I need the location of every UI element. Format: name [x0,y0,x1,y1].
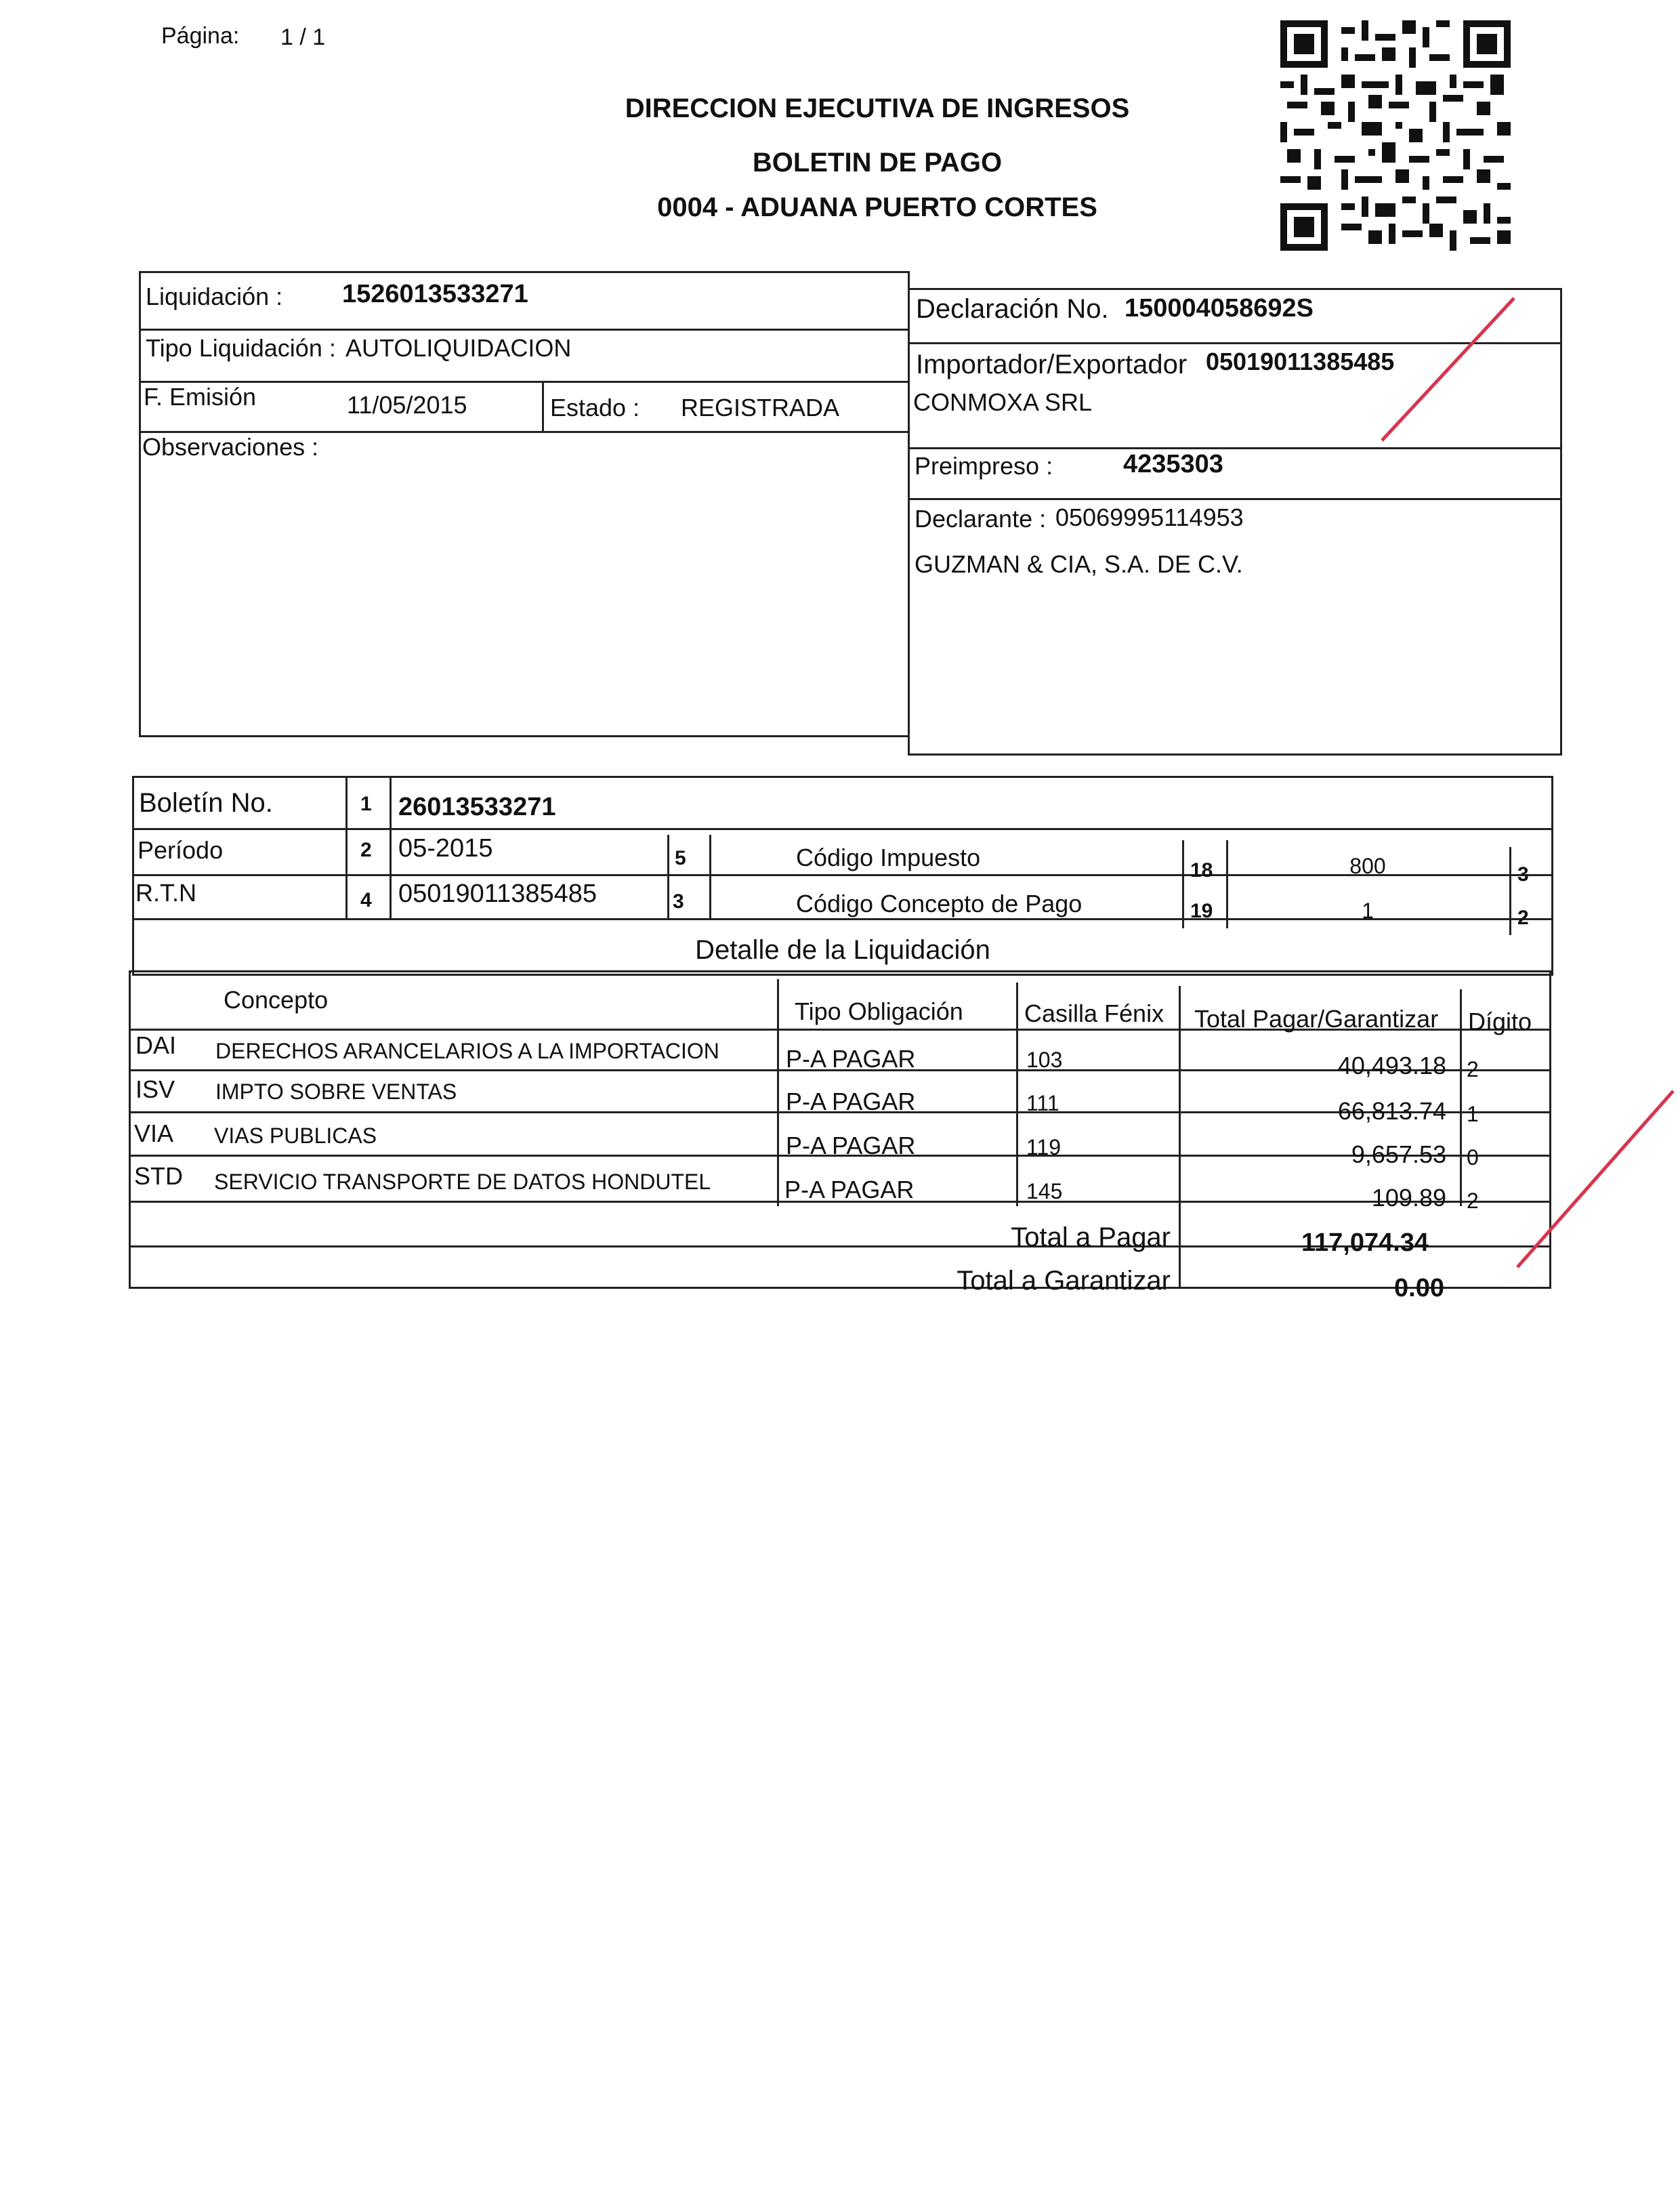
divider [709,835,711,920]
divider [667,835,669,920]
total-garantizar-label: Total a Garantizar [957,1266,1171,1296]
column-header-digito: Dígito [1468,1008,1532,1035]
detalle-title: Detalle de la Liquidación [695,935,990,965]
declaracion-label: Declaración No. [916,294,1109,324]
row-digito: 2 [1467,1189,1479,1213]
codigo-concepto-index: 19 [1190,900,1213,922]
row-code: VIA [134,1119,174,1147]
divider [542,381,544,431]
liquidacion-value: 1526013533271 [342,280,528,308]
divider [1509,847,1511,935]
page-label: Página: [161,23,240,49]
divider [908,447,1562,449]
pen-check-mark-icon [1504,1084,1680,1274]
header-agency: DIRECCION EJECUTIVA DE INGRESOS [625,94,1130,123]
periodo-value: 05-2015 [398,834,493,863]
qr-code-icon [1280,20,1511,251]
row-description: DERECHOS ARANCELARIOS A LA IMPORTACION [215,1039,719,1063]
divider [1182,840,1184,928]
estado-label: Estado : [550,394,640,421]
declarante-label: Declarante : [915,505,1047,533]
row-description: SERVICIO TRANSPORTE DE DATOS HONDUTEL [214,1170,711,1194]
rtn-label: R.T.N [135,879,196,907]
codigo-concepto-label: Código Concepto de Pago [796,890,1083,917]
codigo-impuesto-value: 800 [1349,854,1386,878]
row-digito: 1 [1467,1102,1479,1126]
row-code: ISV [135,1075,175,1103]
importador-rtn: 05019011385485 [1206,348,1395,375]
preimpreso-value: 4235303 [1123,450,1223,478]
observaciones-label: Observaciones : [142,433,319,461]
row-code: DAI [135,1031,177,1059]
total-garantizar-value: 0.00 [1394,1274,1444,1302]
row-digito: 2 [1467,1057,1479,1081]
row-total: 9,657.53 [1351,1140,1446,1168]
column-header-tipo-obligacion: Tipo Obligación [795,997,963,1025]
row-tipo: P-A PAGAR [786,1132,916,1159]
rtn-value: 05019011385485 [398,880,597,908]
codigo-concepto-check-digit: 2 [1517,907,1529,929]
tipo-liquidacion-value: AUTOLIQUIDACION [345,334,572,362]
total-pagar-value: 117,074.34 [1301,1229,1429,1257]
periodo-index: 2 [360,839,372,861]
row-total: 109.89 [1371,1184,1446,1212]
declarante-name: GUZMAN & CIA, S.A. DE C.V. [915,550,1243,578]
row-tipo: P-A PAGAR [786,1045,916,1073]
rtn-check-digit: 3 [673,890,684,913]
rtn-index: 4 [360,889,372,911]
divider [1179,986,1181,1287]
row-casilla: 119 [1026,1135,1062,1159]
tipo-liquidacion-label: Tipo Liquidación : [146,334,336,362]
boletin-index: 1 [360,793,372,815]
row-casilla: 103 [1026,1048,1063,1072]
codigo-concepto-value: 1 [1362,899,1374,923]
codigo-impuesto-index: 18 [1190,859,1213,882]
divider [390,778,392,918]
row-total: 66,813.74 [1337,1097,1446,1125]
divider [908,498,1562,500]
importador-name: CONMOXA SRL [913,388,1093,416]
liquidacion-label: Liquidación : [146,283,283,310]
pen-check-mark-icon [1355,291,1517,447]
divider [345,778,348,918]
row-description: IMPTO SOBRE VENTAS [215,1079,457,1104]
page-number: 1 / 1 [280,24,326,50]
codigo-impuesto-check-digit: 3 [1517,863,1529,886]
row-tipo: P-A PAGAR [784,1176,915,1203]
fecha-emision-label: F. Emisión [144,383,257,411]
column-header-casilla-fenix: Casilla Fénix [1024,999,1164,1027]
periodo-check-digit: 5 [675,847,686,869]
row-digito: 0 [1467,1145,1479,1170]
header-doc-title: BOLETIN DE PAGO [752,148,1003,178]
row-tipo: P-A PAGAR [786,1088,916,1115]
divider [777,979,779,1206]
fecha-emision-value: 11/05/2015 [347,391,467,419]
periodo-label: Período [138,836,224,864]
divider [1016,983,1018,1206]
row-casilla: 111 [1026,1091,1059,1115]
importador-label: Importador/Exportador [916,350,1188,379]
divider [139,329,910,331]
divider [1460,989,1462,1206]
row-total: 40,493.18 [1337,1052,1446,1079]
column-header-total: Total Pagar/Garantizar [1194,1005,1439,1033]
row-code: STD [134,1162,183,1190]
declarante-rtn: 05069995114953 [1055,503,1244,531]
preimpreso-label: Preimpreso : [915,452,1053,480]
codigo-impuesto-label: Código Impuesto [796,844,981,871]
row-casilla: 145 [1026,1179,1063,1203]
header-customs-office: 0004 - ADUANA PUERTO CORTES [657,192,1097,222]
column-header-concepto: Concepto [224,986,329,1014]
boletin-value: 26013533271 [398,793,556,821]
estado-value: REGISTRADA [681,394,840,421]
declaracion-value: 150004058692S [1125,294,1314,323]
row-description: VIAS PUBLICAS [214,1123,377,1148]
total-pagar-label: Total a Pagar [1011,1222,1171,1252]
boletin-label: Boletín No. [139,788,273,818]
